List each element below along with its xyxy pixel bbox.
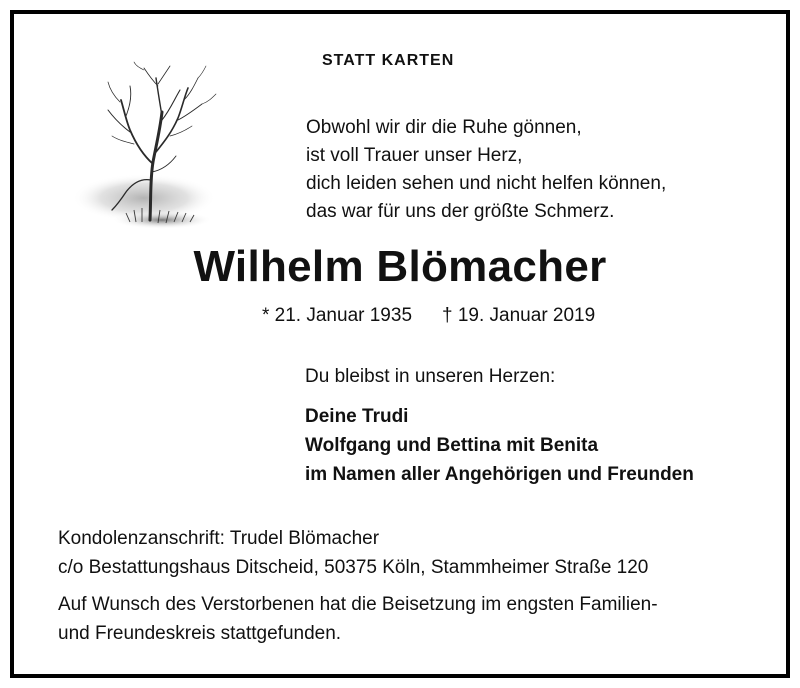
signer-line: im Namen aller Angehörigen und Freunden: [305, 464, 694, 485]
address-line: Kondolenzanschrift: Trudel Blömacher: [58, 528, 380, 549]
signers: [305, 402, 694, 489]
deceased-name: Wilhelm Blömacher: [193, 242, 607, 291]
address-line: c/o Bestattungshaus Ditscheid, 50375 Köln, Stammheimer Straße 120: [58, 557, 649, 578]
poem-line: dich leiden sehen und nicht helfen können,: [306, 173, 667, 194]
birth-date: * 21. Januar 1935: [262, 305, 413, 326]
poem-line: Obwohl wir dir die Ruhe gönnen,: [306, 117, 582, 138]
notice-header: STATT KARTEN: [322, 52, 455, 69]
poem: [306, 114, 666, 226]
poem-line: ist voll Trauer unser Herz,: [306, 145, 523, 166]
death-date: † 19. Januar 2019: [442, 305, 596, 326]
condolence-address: [58, 524, 648, 582]
signer-line: Wolfgang und Bettina mit Benita: [305, 435, 599, 456]
note-line: Auf Wunsch des Verstorbenen hat die Beisetzung im engsten Familien-: [58, 594, 658, 615]
signer-line: Deine Trudi: [305, 406, 409, 427]
burial-note: [58, 590, 658, 648]
note-line: und Freundeskreis stattgefunden.: [58, 623, 342, 644]
life-dates: [262, 305, 595, 327]
remembrance-line: Du bleibst in unseren Herzen:: [305, 366, 556, 387]
bare-tree-icon: [74, 60, 224, 240]
poem-line: das war für uns der größte Schmerz.: [306, 201, 615, 222]
